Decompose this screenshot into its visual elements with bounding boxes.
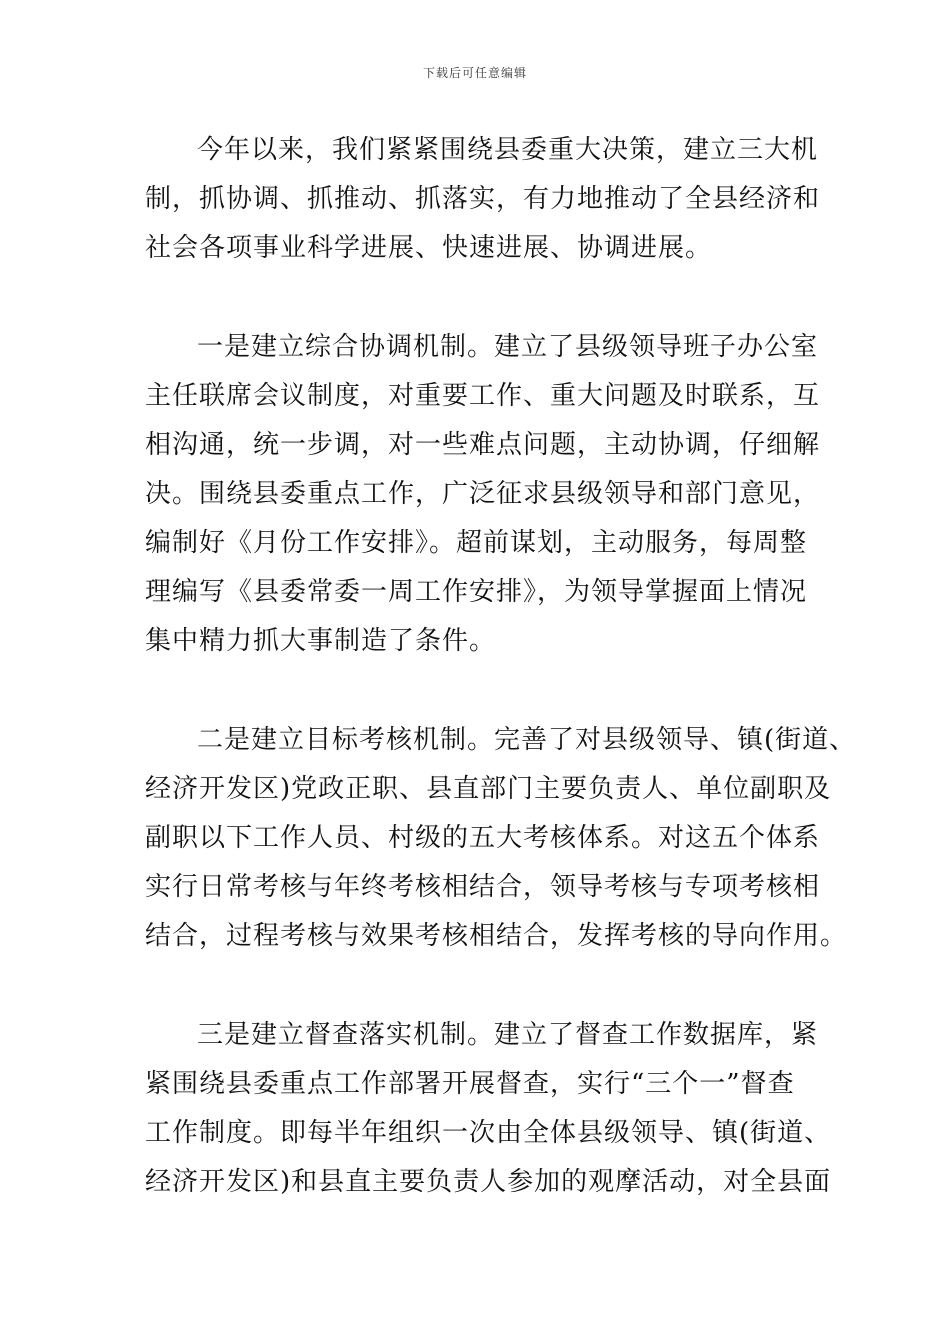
paragraph-coordination: [145, 323, 825, 666]
text-line: 社会各项事业科学进展、快速进展、协调进展。: [145, 233, 713, 263]
text-line: 实行日常考核与年终考核相结合，领导考核与专项考核相: [145, 872, 821, 902]
text-line: 结合，过程考核与效果考核相结合，发挥考核的导向作用。: [145, 921, 848, 951]
paragraph-assessment: [145, 716, 857, 961]
text-line: 主任联席会议制度，对重要工作、重大问题及时联系，互: [145, 381, 821, 411]
text-line: 集中精力抓大事制造了条件。: [145, 626, 497, 656]
text-line: 一是建立综合协调机制。建立了县级领导班子办公室: [197, 332, 819, 362]
text-line: 工作制度。即每半年组织一次由全体县级领导、镇(街道、: [145, 1118, 832, 1148]
text-line: 经济开发区)党政正职、县直部门主要负责人、单位副职及: [145, 774, 832, 804]
document-body: [145, 126, 857, 1257]
text-line: 经济开发区)和县直主要负责人参加的观摩活动，对全县面: [145, 1167, 832, 1197]
paragraph-intro: [145, 126, 825, 273]
text-line: 二是建立目标考核机制。完善了对县级领导、镇(街道、: [197, 725, 857, 755]
text-line: 决。围绕县委重点工作，广泛征求县级领导和部门意见，: [145, 479, 821, 509]
text-line: 理编写《县委常委一周工作安排》，为领导掌握面上情况: [145, 577, 808, 607]
paragraph-supervision: [145, 1011, 832, 1207]
text-line: 副职以下工作人员、村级的五大考核体系。对这五个体系: [145, 823, 821, 853]
text-line: 编制好《月份工作安排》。超前谋划，主动服务，每周整: [145, 528, 808, 558]
download-note: 下载后可任意编辑: [422, 66, 527, 80]
text-line: 相沟通，统一步调，对一些难点问题，主动协调，仔细解: [145, 430, 821, 460]
text-line: 今年以来，我们紧紧围绕县委重大决策，建立三大机: [197, 135, 819, 165]
text-line: 制，抓协调、抓推动、抓落实，有力地推动了全县经济和: [145, 184, 821, 214]
text-line: 紧围绕县委重点工作部署开展督查，实行“三个一”督查: [145, 1069, 795, 1099]
text-line: 三是建立督查落实机制。建立了督查工作数据库，紧: [197, 1020, 819, 1050]
